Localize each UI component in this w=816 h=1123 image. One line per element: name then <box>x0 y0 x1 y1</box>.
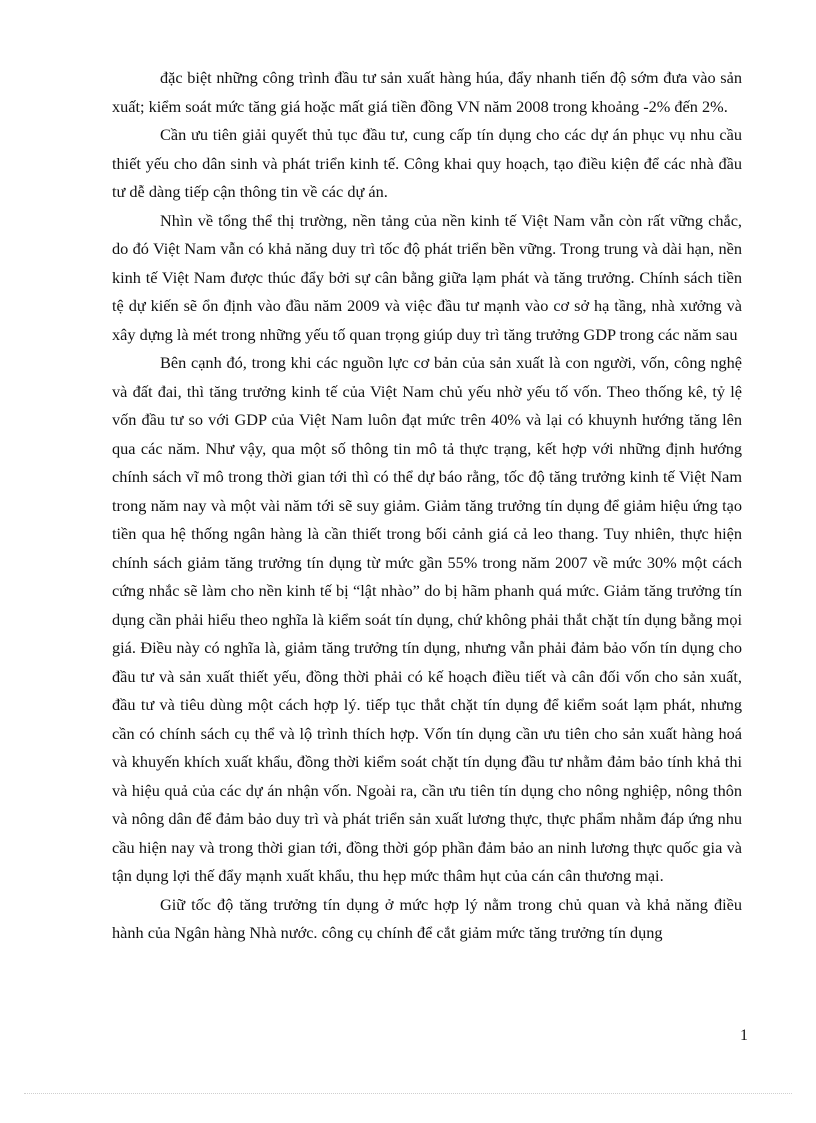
paragraph-continuation: đặc biệt những công trình đầu tư sản xuất hàng húa, đẩy nhanh tiến độ sớm đưa vào sản xuất; kiểm soát mức tăng giá hoặc mất giá tiền đồng VN năm 2008 trong khoảng -2% đến 2%. <box>112 68 742 116</box>
page-number: 1 <box>740 1027 748 1044</box>
paragraph-state-bank: Giữ tốc độ tăng trưởng tín dụng ở mức hợp lý nằm trong chủ quan và khả năng điều hành của Ngân hàng Nhà nước. công cụ chính để cắt giảm mức tăng trưởng tín dụng <box>112 894 742 942</box>
paragraph-credit-growth: Bên cạnh đó, trong khi các nguồn lực cơ bản của sản xuất là con người, vốn, công nghệ và đất đai, thì tăng trưởng kinh tế của Việt Nam chủ yếu nhờ yếu tố vốn. Theo thống kê, tỷ lệ vốn đầu tư so với GDP của Việt Nam luôn đạt mức trên 40% và lại có khuynh hướng tăng lên qua các năm. Như vậy, qua một số thông tin mô tả thực trạng, kết hợp với những định hướng chính sách vĩ mô trong thời gian tới thì có thể dự báo rằng, tốc độ tăng trưởng kinh tế Việt Nam trong năm nay và một vài năm tới sẽ suy giảm. Giảm tăng trưởng tín dụng để giảm hiệu ứng tạo tiền qua hệ thống ngân hàng là cần thiết trong bối cảnh giá cả leo thang. Tuy nhiên, thực hiện chính sách giảm tăng trưởng tín dụng từ mức gần 55% trong năm 2007 về mức 30% một cách cứng nhắc sẽ làm cho nền kinh tế bị “lật nhào” do bị hãm phanh quá mức. Giảm tăng trưởng tín dụng cần phải hiểu theo nghĩa là kiểm soát tín dụng, chứ không phải thắt chặt tín dụng bằng mọi giá. Điều này có nghĩa là, giảm tăng trưởng tín dụng, nhưng vẫn phải đảm bảo vốn tín dụng cho đầu tư và sản xuất thiết yếu, đồng thời phải có kế hoạch điều tiết và cân đối vốn cho sản xuất, đầu tư và tiêu dùng một cách hợp lý. tiếp tục thắt chặt tín dụng để kiểm soát lạm phát, nhưng cần có chính sách cụ thể và lộ trình thích hợp. Vốn tín dụng cần ưu tiên cho sản xuất hàng hoá và khuyến khích xuất khẩu, đồng thời kiểm soát chặt tín dụng đầu tư nhằm đảm bảo tính khả thi và hiệu quả của các dự án nhận vốn. Ngoài ra, cần ưu tiên tín dụng cho nông nghiệp, nông thôn và nông dân để đảm bảo duy trì và phát triển sản xuất lương thực, thực phẩm nhằm đáp ứng nhu cầu hiện nay và trong thời gian tới, đồng thời góp phần đảm bảo an ninh lương thực quốc gia và tận dụng lợi thế đẩy mạnh xuất khẩu, thu hẹp mức thâm hụt của cán cân thương mại. <box>112 353 742 885</box>
paragraph-investment-procedures: Cần ưu tiên giải quyết thủ tục đầu tư, cung cấp tín dụng cho các dự án phục vụ nhu cầu thiết yếu cho dân sinh và phát triển kinh tế. Công khai quy hoạch, tạo điều kiện để các nhà đầu tư dễ dàng tiếp cận thông tin về các dự án. <box>112 125 742 201</box>
footer-divider <box>24 1093 792 1094</box>
paragraph-market-outlook: Nhìn về tổng thể thị trường, nền tảng của nền kinh tế Việt Nam vẫn còn rất vững chắc, do đó Việt Nam vẫn có khả năng duy trì tốc độ phát triển bền vững. Trong trung và dài hạn, nền kinh tế Việt Nam được thúc đẩy bởi sự cân bằng giữa lạm phát và tăng trưởng. Chính sách tiền tệ dự kiến sẽ ổn định vào đầu năm 2009 và việc đầu tư mạnh vào cơ sở hạ tầng, nhà xưởng và xây dựng là mét trong những yếu tố quan trọng giúp duy trì tăng trưởng GDP trong các năm sau <box>112 210 742 344</box>
document-body <box>112 64 742 948</box>
